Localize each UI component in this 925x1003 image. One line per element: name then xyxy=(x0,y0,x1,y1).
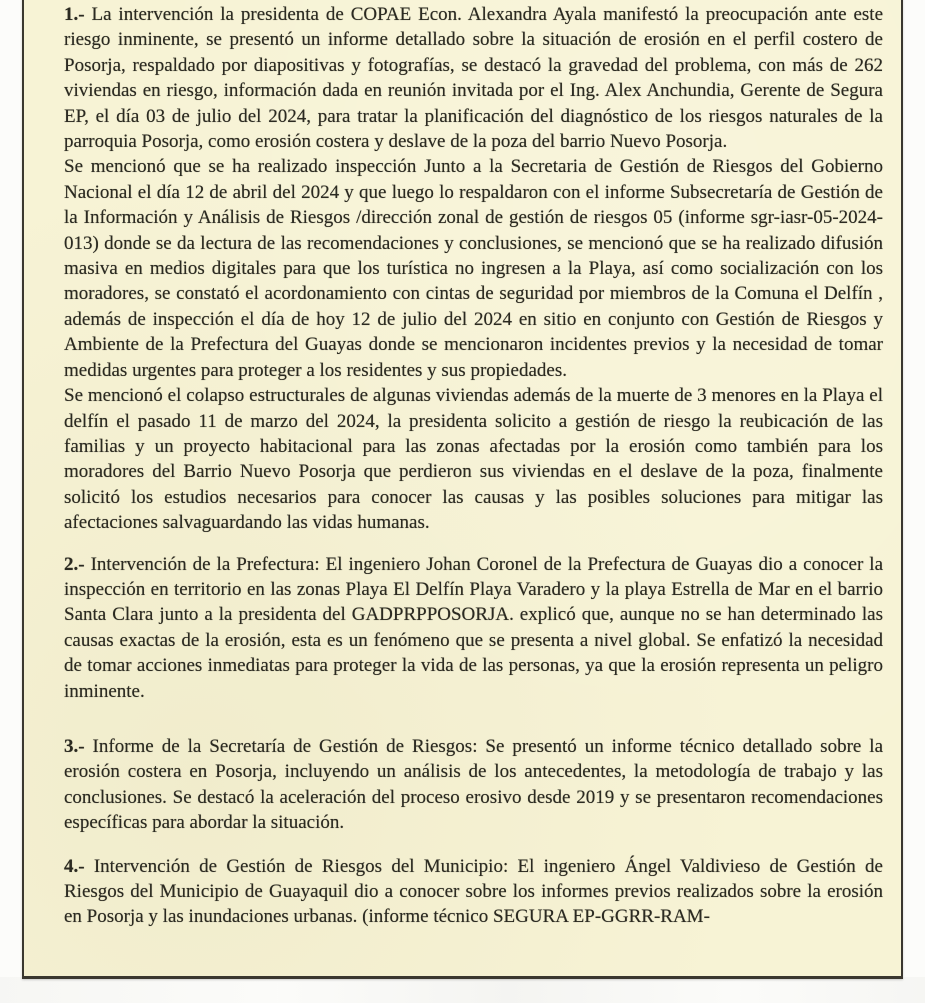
section-2 xyxy=(64,552,883,704)
section-4-number: 4.- xyxy=(64,855,85,877)
section-3-number: 3.- xyxy=(64,735,85,757)
section-1-text: La intervención la presidenta de COPAE Econ. Alexandra Ayala manifestó la preocupación ante este riesgo inminente, se presentó un informe detallado sobre la situación de erosión en el perfil costero de Posorja, respaldado por diapositivas y fotografías, se destacó la gravedad del problema, con más de 262 viviendas en riesgo, información dada en reunión invitada por el Ing. Alex Anchundia, Gerente de Segura EP, el día 03 de julio del 2024, para tratar la planificación del diagnóstico de los riesgos naturales de la parroquia Posorja, como erosión costera y deslave de la poza del barrio Nuevo Posorja. xyxy=(64,4,884,153)
section-2-number: 2.- xyxy=(64,553,85,575)
scanned-page xyxy=(22,0,903,979)
section-3 xyxy=(64,734,883,836)
paragraph xyxy=(64,2,883,154)
paragraph xyxy=(64,552,883,704)
section-1 xyxy=(64,2,883,536)
document-text-block xyxy=(64,2,883,930)
paragraph xyxy=(64,854,883,930)
paragraph xyxy=(64,734,883,836)
paragraph xyxy=(64,383,883,535)
section-1-text-3: Se mencionó el colapso estructurales de algunas viviendas además de la muerte de 3 menores en la Playa el delfín el pasado 11 de marzo del 2024, la presidenta solicito a gestión de riesgo la reubicación de las familias y un proyecto habitacional para las zonas afectadas por la erosión como también para los moradores del Barrio Nuevo Posorja que perdieron sus viviendas en el deslave de la poza, finalmente solicitó los estudios necesarios para conocer las causas y las posibles soluciones para mitigar las afectaciones salvaguardando las vidas humanas. xyxy=(64,385,883,534)
section-4 xyxy=(64,854,883,930)
scanner-background-smudge xyxy=(0,977,925,1003)
section-1-number: 1.- xyxy=(64,4,85,25)
section-1-text-2: Se mencionó que se ha realizado inspección Junto a la Secretaria de Gestión de Riesgos del Gobierno Nacional el día 12 de abril del 2024 y que luego lo respaldaron con el informe Subsecretaría de Gestión de la Información y Análisis de Riesgos /dirección zonal de gestión de riesgos 05 (informe sgr-iasr-05-2024-013) donde se da lectura de las recomendaciones y conclusiones, se mencionó que se ha realizado difusión masiva en medios digitales para que los turística no ingresen a la Playa, así como socialización con los moradores, se constató el acordonamiento con cintas de seguridad por miembros de la Comuna el Delfín , además de inspección el día de hoy 12 de julio del 2024 en sitio en conjunto con Gestión de Riesgos y Ambiente de la Prefectura del Guayas donde se mencionaron incidentes previos y la necesidad de tomar medidas urgentes para proteger a los residentes y sus propiedades. xyxy=(64,156,883,381)
section-3-text: Informe de la Secretaría de Gestión de Riesgos: Se presentó un informe técnico detallado sobre la erosión costera en Posorja, incluyendo un análisis de los antecedentes, la metodología de trabajo y las conclusiones. Se destacó la aceleración del proceso erosivo desde 2019 y se presentaron recomendaciones específicas para abordar la situación. xyxy=(64,735,884,834)
section-4-text: Intervención de Gestión de Riesgos del Municipio: El ingeniero Ángel Valdivieso de Gestión de Riesgos del Municipio de Guayaquil dio a conocer sobre los informes previos realizados sobre la erosión en Posorja y las inundaciones urbanas. (informe técnico SEGURA EP-GGRR-RAM- xyxy=(64,855,883,928)
section-2-text: Intervención de la Prefectura: El ingeniero Johan Coronel de la Prefectura de Guayas dio a conocer la inspección en territorio en las zonas Playa El Delfín Playa Varadero y la playa Estrella de Mar en el barrio Santa Clara junto a la presidenta del GADPRPPOSORJA. explicó que, aunque no se han determinado las causas exactas de la erosión, esta es un fenómeno que se presenta a nivel global. Se enfatizó la necesidad de tomar acciones inmediatas para proteger la vida de las personas, ya que la erosión representa un peligro inminente. xyxy=(64,553,884,702)
paragraph xyxy=(64,154,883,383)
